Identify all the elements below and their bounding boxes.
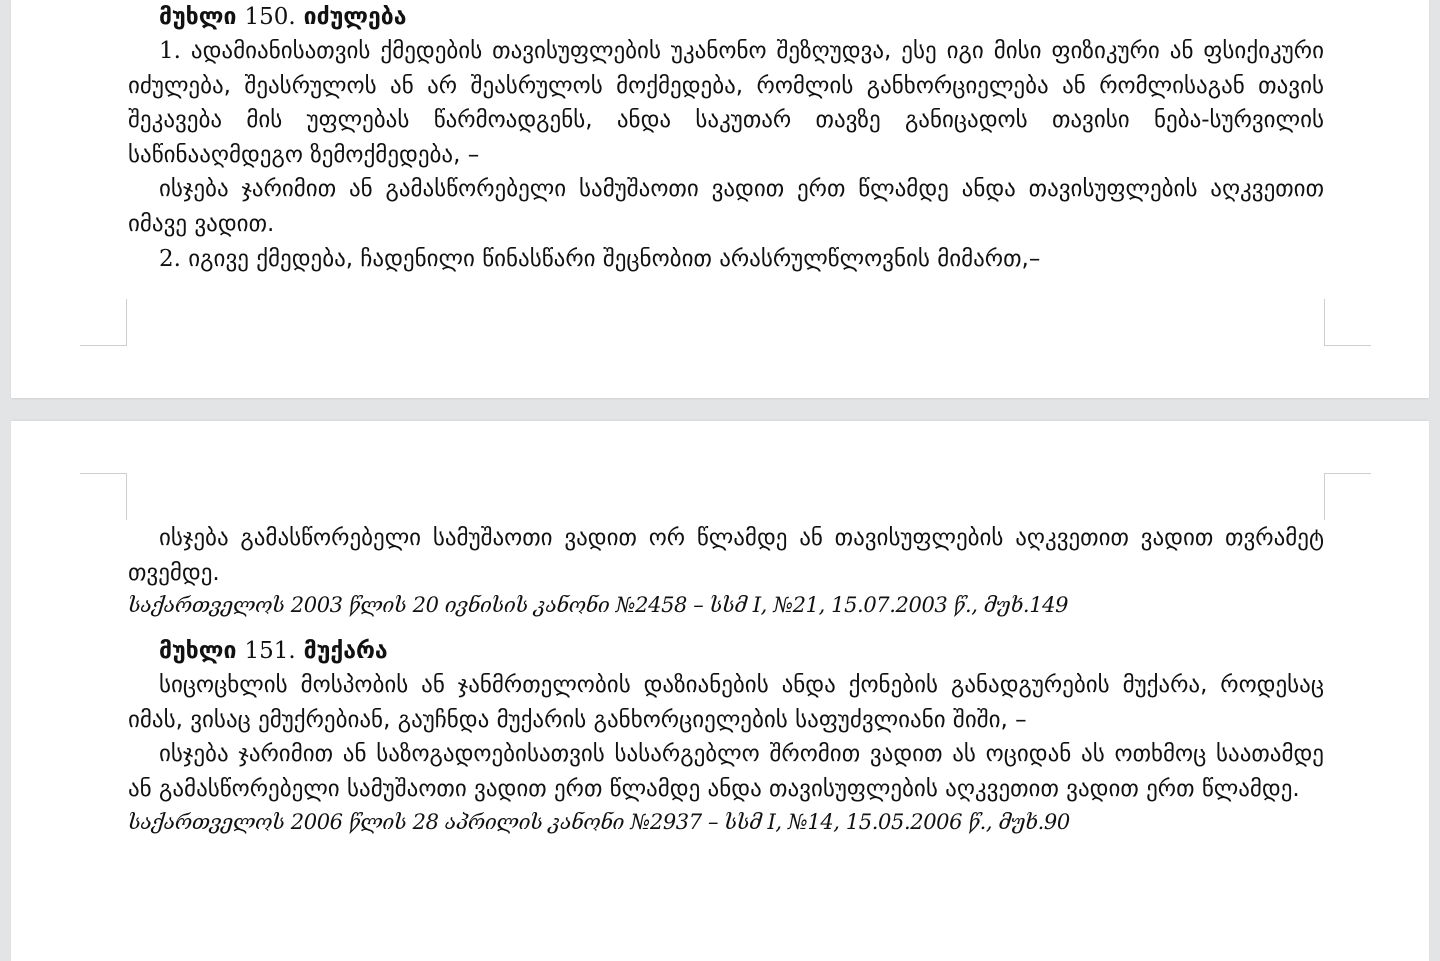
article-150-amendment-citation: საქართველოს 2003 წლის 20 ივნისის კანონი №2458 – სსმ I, №21, 15.07.2003 წ., მუხ.149 <box>128 593 1069 618</box>
paragraph-text: ადამიანისათვის ქმედების თავისუფლების უკანონო შეზღუდვა, ესე იგი მისი ფიზიკური ან ფსიქიკური იძულება, შეასრულოს ან არ შეასრულოს მოქმედება, რომლის განხორციელება ან რომლისაგან თავის შეკავება მის უფლებას წარმოადგენს, ანდა საკუთარ თავზე განიცადოს თავისი ნება-სურვილის საწინააღმდეგო ზემოქმედება, – <box>128 38 1324 168</box>
article-151-penalty: ისჯება ჯარიმით ან საზოგადოებისათვის სასარგებლო შრომით ვადით ას ოციდან ას ოთხმოც საათამდე ან გამასწორებელი სამუშაოთი ვადით ერთ წლამდე ანდა თავისუფლების აღკვეთით ვადით ერთ წლამდე. <box>128 741 1324 802</box>
paragraph-text: იგივე ქმედება, ჩადენილი წინასწარი შეცნობით არასრულწლოვნის მიმართ,– <box>188 245 1041 272</box>
document-page-bottom <box>11 421 1429 961</box>
article-151-amendment-citation: საქართველოს 2006 წლის 28 აპრილის კანონი №2937 – სსმ I, №14, 15.05.2006 წ., მუხ.90 <box>128 809 1070 834</box>
article-150-paragraph-2 <box>128 242 1324 277</box>
crop-mark-bottom-right <box>1324 299 1371 346</box>
crop-mark-top-right <box>1324 473 1371 520</box>
article-150-heading <box>128 0 1324 34</box>
paragraph-number: 2. <box>159 245 181 272</box>
article-150-paragraph-2-penalty: ისჯება გამასწორებელი სამუშაოთი ვადით ორ წლამდე ან თავისუფლების აღკვეთით ვადით თვრამეტ თვემდე. <box>128 525 1324 586</box>
crop-mark-bottom-left <box>80 299 127 346</box>
crop-mark-top-left <box>80 473 127 520</box>
article-151-title: მუქარა <box>303 638 388 665</box>
article-150-paragraph-1 <box>128 34 1324 172</box>
article-151-text: სიცოცხლის მოსპობის ან ჯანმრთელობის დაზიანების ანდა ქონების განადგურების მუქარა, როდესაც იმას, ვისაც ემუქრებიან, გაუჩნდა მუქარის განხორციელების საფუძვლიანი შიში, – <box>128 672 1324 733</box>
paragraph-number: 1. <box>159 38 181 64</box>
article-151-number: 151. <box>244 638 296 665</box>
document-page-top <box>11 0 1429 398</box>
page-bottom-text <box>128 521 1324 837</box>
spacer <box>128 620 1324 634</box>
article-150-title: იძულება <box>303 4 407 30</box>
article-150-paragraph-1-penalty: ისჯება ჯარიმით ან გამასწორებელი სამუშაოთი ვადით ერთ წლამდე ანდა თავისუფლების აღკვეთით იმავე ვადით. <box>128 176 1324 237</box>
page-top-text <box>128 0 1324 276</box>
article-151-label: მუხლი <box>159 638 237 665</box>
article-150-label: მუხლი <box>159 4 237 30</box>
article-150-number: 150. <box>244 4 296 30</box>
article-151-heading <box>128 634 1324 668</box>
